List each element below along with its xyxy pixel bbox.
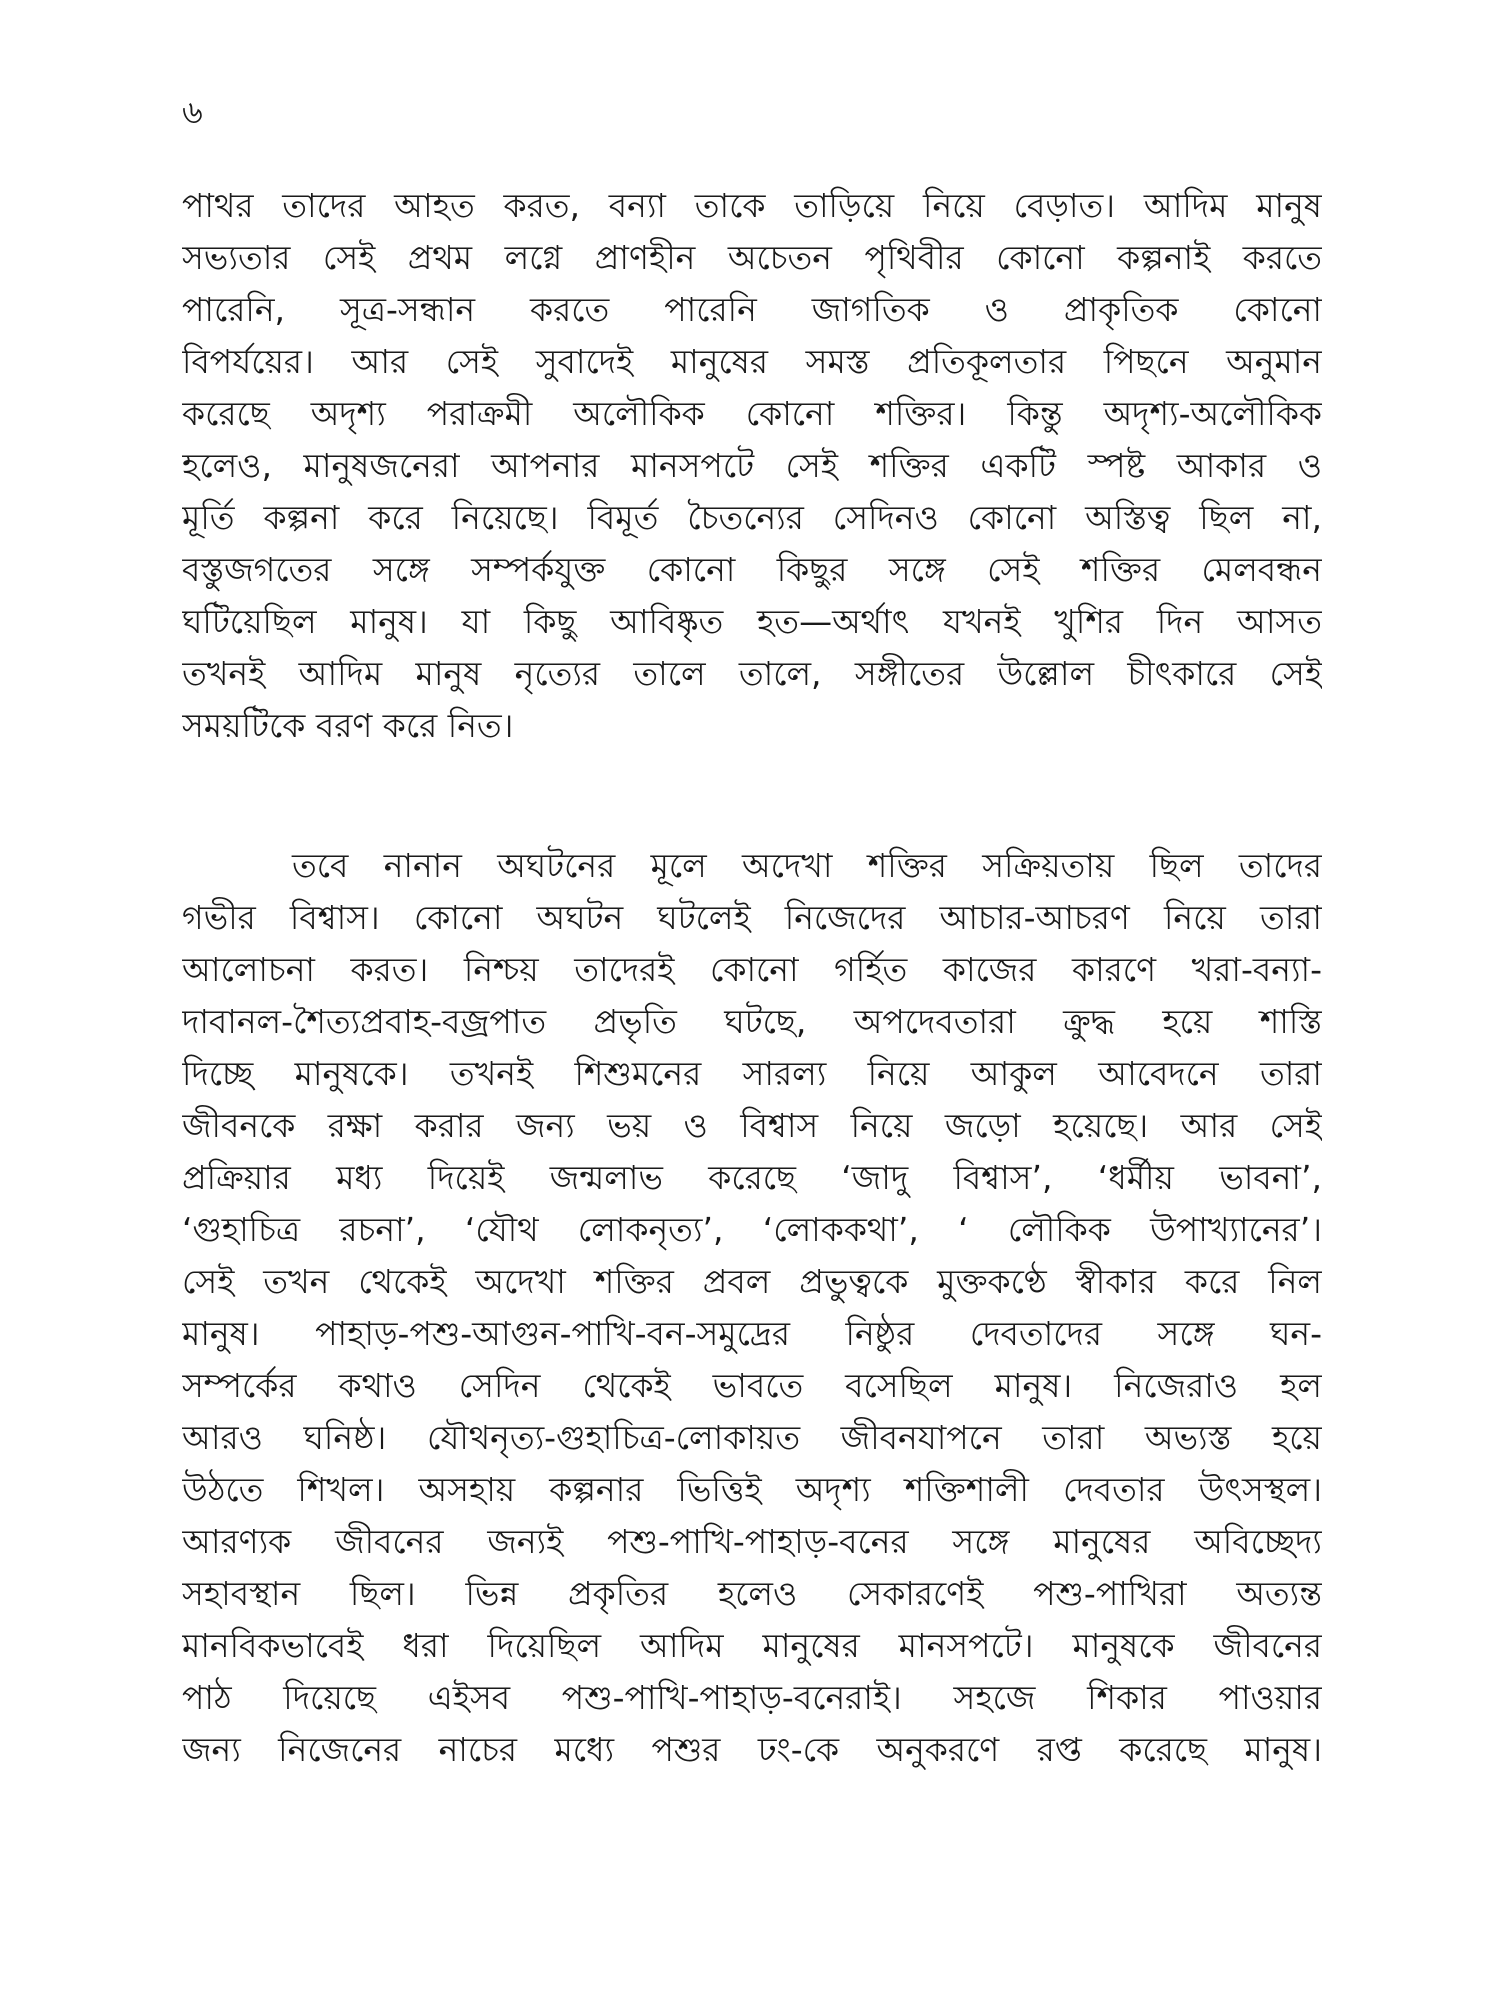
text-line: ‘গুহাচিত্র রচনা’, ‘যৌথ লোকনৃত্য’, ‘লোককথা’, ‘ লৌকিক উপাখ্যানের’। [182, 1210, 1322, 1249]
text-line: আলোচনা করত। নিশ্চয় তাদেরই কোনো গর্হিত কাজের কারণে খরা-বন্যা- [182, 950, 1322, 989]
text-line: প্রক্রিয়ার মধ্য দিয়েই জন্মলাভ করেছে ‘জাদু বিশ্বাস’, ‘ধর্মীয় ভাবনা’, [182, 1158, 1322, 1197]
text-line: হলেও, মানুষজনেরা আপনার মানসপটে সেই শক্তির একটি স্পষ্ট আকার ও [182, 446, 1322, 485]
text-line: সময়টিকে বরণ করে নিত। [182, 706, 514, 745]
text-line: পারেনি, সূত্র-সন্ধান করতে পারেনি জাগতিক ও প্রাকৃতিক কোনো [182, 290, 1322, 329]
text-line: বিপর্যয়ের। আর সেই সুবাদেই মানুষের সমস্ত প্রতিকূলতার পিছনে অনুমান [182, 342, 1322, 381]
text-line: দাবানল-শৈত্যপ্রবাহ-বজ্রপাত প্রভৃতি ঘটছে, অপদেবতারা ক্রুদ্ধ হয়ে শাস্তি [182, 1002, 1322, 1041]
text-line: ঘটিয়েছিল মানুষ। যা কিছু আবিষ্কৃত হত—অর্থাৎ যখনই খুশির দিন আসত [182, 602, 1322, 641]
text-line: মানবিকভাবেই ধরা দিয়েছিল আদিম মানুষের মানসপটে। মানুষকে জীবনের [182, 1626, 1322, 1665]
text-line: গভীর বিশ্বাস। কোনো অঘটন ঘটলেই নিজেদের আচার-আচরণ নিয়ে তারা [182, 898, 1322, 937]
text-line: মানুষ। পাহাড়-পশু-আগুন-পাখি-বন-সমুদ্রের নিষ্ঠুর দেবতাদের সঙ্গে ঘন- [182, 1314, 1322, 1353]
text-line: পাঠ দিয়েছে এইসব পশু-পাখি-পাহাড়-বনেরাই। সহজে শিকার পাওয়ার [182, 1678, 1322, 1717]
text-line: তবে নানান অঘটনের মূলে অদেখা শক্তির সক্রিয়তায় ছিল তাদের [292, 846, 1322, 885]
text-line: আরণ্যক জীবনের জন্যই পশু-পাখি-পাহাড়-বনের সঙ্গে মানুষের অবিচ্ছেদ্য [182, 1522, 1322, 1561]
text-line: সভ্যতার সেই প্রথম লগ্নে প্রাণহীন অচেতন পৃথিবীর কোনো কল্পনাই করতে [182, 238, 1322, 277]
text-line: সেই তখন থেকেই অদেখা শক্তির প্রবল প্রভুত্বকে মুক্তকণ্ঠে স্বীকার করে নিল [182, 1262, 1322, 1301]
text-line: মূর্তি কল্পনা করে নিয়েছে। বিমূর্ত চৈতন্যের সেদিনও কোনো অস্তিত্ব ছিল না, [182, 498, 1322, 537]
text-line: আরও ঘনিষ্ঠ। যৌথনৃত্য-গুহাচিত্র-লোকায়ত জীবনযাপনে তারা অভ্যস্ত হয়ে [182, 1418, 1322, 1457]
text-line: করেছে অদৃশ্য পরাক্রমী অলৌকিক কোনো শক্তির। কিন্তু অদৃশ্য-অলৌকিক [182, 394, 1322, 433]
text-line: দিচ্ছে মানুষকে। তখনই শিশুমনের সারল্য নিয়ে আকুল আবেদনে তারা [182, 1054, 1322, 1093]
text-line: বস্তুজগতের সঙ্গে সম্পর্কযুক্ত কোনো কিছুর সঙ্গে সেই শক্তির মেলবন্ধন [182, 550, 1322, 589]
text-line: জীবনকে রক্ষা করার জন্য ভয় ও বিশ্বাস নিয়ে জড়ো হয়েছে। আর সেই [182, 1106, 1322, 1145]
paragraph-2 [182, 840, 1322, 1776]
text-line: তখনই আদিম মানুষ নৃত্যের তালে তালে, সঙ্গীতের উল্লোল চীৎকারে সেই [182, 654, 1322, 693]
text-line: পাথর তাদের আহত করত, বন্যা তাকে তাড়িয়ে নিয়ে বেড়াত। আদিম মানুষ [182, 186, 1322, 225]
text-line: জন্য নিজেনের নাচের মধ্যে পশুর ঢং-কে অনুকরণে রপ্ত করেছে মানুষ। [182, 1730, 1322, 1769]
page-number: ৬ [182, 93, 203, 131]
text-line: সহাবস্থান ছিল। ভিন্ন প্রকৃতির হলেও সেকারণেই পশু-পাখিরা অত্যন্ত [182, 1574, 1322, 1613]
text-line: উঠতে শিখল। অসহায় কল্পনার ভিত্তিই অদৃশ্য শক্তিশালী দেবতার উৎসস্থল। [182, 1470, 1322, 1509]
paragraph-1 [182, 180, 1322, 752]
text-line: সম্পর্কের কথাও সেদিন থেকেই ভাবতে বসেছিল মানুষ। নিজেরাও হল [182, 1366, 1322, 1405]
